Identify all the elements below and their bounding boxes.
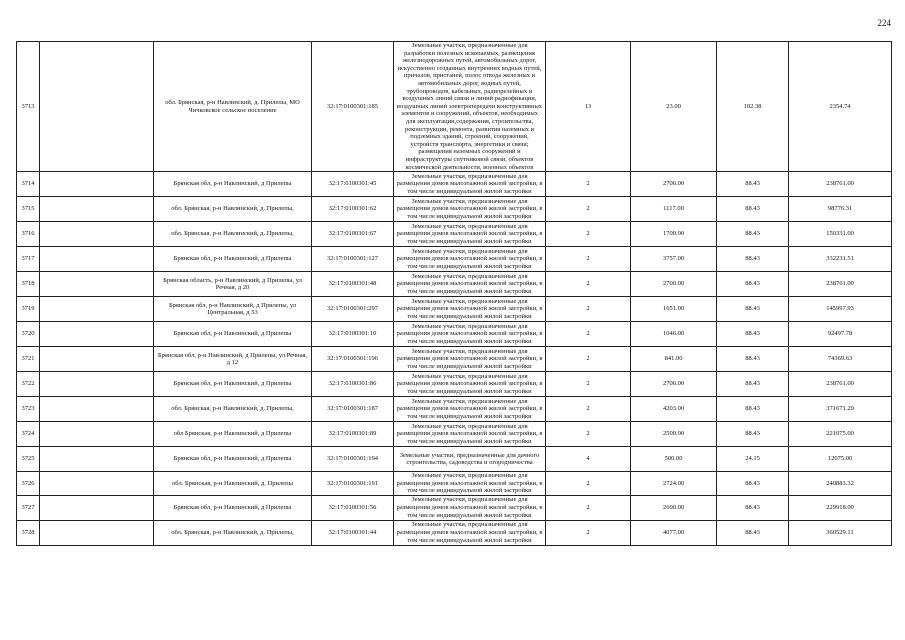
- specific-value-cell: 88.43: [717, 197, 789, 222]
- group-cell: 13: [546, 42, 631, 172]
- address-cell: Брянская обл, р-н Навлинский, д Прилепы: [154, 172, 312, 197]
- empty-cell: [40, 322, 154, 347]
- cadastral-number-cell: 32:17:0100301:62: [312, 197, 394, 222]
- cadastral-number-cell: 32:17:0100301:48: [312, 272, 394, 297]
- row-number-cell: 3726: [17, 472, 40, 496]
- cadastral-number-cell: 32:17:0100301:185: [312, 42, 394, 172]
- area-cell: 1651.00: [631, 297, 717, 322]
- group-cell: 2: [546, 347, 631, 372]
- specific-value-cell: 88.43: [717, 297, 789, 322]
- cadastral-value-cell: 238761.00: [789, 272, 892, 297]
- row-number-cell: 3725: [17, 447, 40, 472]
- address-cell: обл. Брянская, р-н Навлинский, д. Прилепы,: [154, 397, 312, 422]
- row-number-cell: 3716: [17, 222, 40, 247]
- area-cell: 2700.00: [631, 172, 717, 197]
- empty-cell: [40, 472, 154, 496]
- table-row: [17, 472, 892, 496]
- cadastral-value-cell: 2354.74: [789, 42, 892, 172]
- area-cell: 500.00: [631, 447, 717, 472]
- table-row: [17, 422, 892, 447]
- table-row: [17, 297, 892, 322]
- specific-value-cell: 88.43: [717, 247, 789, 272]
- area-cell: 3757.00: [631, 247, 717, 272]
- table-row: [17, 247, 892, 272]
- cadastral-number-cell: 32:17:0100301:127: [312, 247, 394, 272]
- cadastral-value-cell: 332231.51: [789, 247, 892, 272]
- row-number-cell: 3717: [17, 247, 40, 272]
- empty-cell: [40, 422, 154, 447]
- group-cell: 2: [546, 520, 631, 545]
- cadastral-number-cell: 32:17:0100301:67: [312, 222, 394, 247]
- area-cell: 1046.00: [631, 322, 717, 347]
- row-number-cell: 3714: [17, 172, 40, 197]
- specific-value-cell: 88.43: [717, 495, 789, 520]
- land-use-cell: Земельные участки, предназначенные для размещения домов малоэтажной жилой застройки, в том числе индивидуальной жилой застройки: [394, 495, 546, 520]
- cadastral-value-cell: 360529.11: [789, 520, 892, 545]
- cadastral-value-cell: 150331.00: [789, 222, 892, 247]
- cadastral-number-cell: 32:17:0100301:297: [312, 297, 394, 322]
- table-row: [17, 495, 892, 520]
- cadastral-value-cell: 221075.00: [789, 422, 892, 447]
- group-cell: 2: [546, 197, 631, 222]
- empty-cell: [40, 347, 154, 372]
- specific-value-cell: 88.43: [717, 272, 789, 297]
- cadastral-value-table: [16, 41, 892, 546]
- table-row: [17, 397, 892, 422]
- empty-cell: [40, 197, 154, 222]
- specific-value-cell: 24.15: [717, 447, 789, 472]
- land-use-cell: Земельные участки, предназначенные для размещения домов малоэтажной жилой застройки, в том числе индивидуальной жилой застройки: [394, 247, 546, 272]
- table-body: [17, 42, 892, 546]
- row-number-cell: 3715: [17, 197, 40, 222]
- land-use-cell: Земельные участки, предназначенные для размещения домов малоэтажной жилой застройки, в том числе индивидуальной жилой застройки: [394, 272, 546, 297]
- row-number-cell: 3721: [17, 347, 40, 372]
- table-row: [17, 172, 892, 197]
- group-cell: 2: [546, 397, 631, 422]
- area-cell: 2700.00: [631, 272, 717, 297]
- empty-cell: [40, 42, 154, 172]
- group-cell: 2: [546, 222, 631, 247]
- empty-cell: [40, 172, 154, 197]
- land-use-cell: Земельные участки, предназначенные для разработки полезных ископаемых, размещения железнодорожных путей, автомобильных дорог, искусственно созданных внутренних водных путей, причалов, пристаней, полос отвода железных и автомобильных дорог, водных путей, трубопроводов, кабельных, радиорелейных и воздушных линий связи и линий радиофикации, воздушных линий электропередачи конструктивных элементов и сооружений, объектов, необходимых для эксплуатации,содержания, строительства, реконструкции, ремонта, развития наземных и подземных зданий, строений, сооружений, устройств транспорта, энергетики и связи; размещения наземных сооружений и инфраструктуры спутниковой связи, объектов космической деятельности, военных объектов: [394, 42, 546, 172]
- area-cell: 2700.00: [631, 372, 717, 397]
- specific-value-cell: 88.43: [717, 222, 789, 247]
- specific-value-cell: 102.38: [717, 42, 789, 172]
- land-use-cell: Земельные участки, предназначенные для размещения домов малоэтажной жилой застройки, в том числе индивидуальной жилой застройки: [394, 297, 546, 322]
- empty-cell: [40, 272, 154, 297]
- group-cell: 2: [546, 422, 631, 447]
- group-cell: 2: [546, 472, 631, 496]
- address-cell: обл. Брянская, р-н Навлинский, д. Прилепы,: [154, 197, 312, 222]
- area-cell: 1700.00: [631, 222, 717, 247]
- cadastral-number-cell: 32:17:0100301:86: [312, 372, 394, 397]
- row-number-cell: 3727: [17, 495, 40, 520]
- cadastral-value-cell: 238761.00: [789, 172, 892, 197]
- cadastral-number-cell: 32:17:0100301:10: [312, 322, 394, 347]
- page-number: 224: [877, 18, 891, 28]
- address-cell: Брянская обл, р-н Навлинский, д Прилепы: [154, 322, 312, 347]
- cadastral-value-cell: 98776.31: [789, 197, 892, 222]
- table-row: [17, 520, 892, 545]
- empty-cell: [40, 247, 154, 272]
- cadastral-number-cell: 32:17:0100301:89: [312, 422, 394, 447]
- cadastral-number-cell: 32:17:0100301:194: [312, 447, 394, 472]
- table-row: [17, 447, 892, 472]
- address-cell: обл. Брянская, р-н Навлинский, д. Прилепы: [154, 472, 312, 496]
- land-use-cell: Земельные участки, предназначенные для размещения домов малоэтажной жилой застройки, в том числе индивидуальной жилой застройки: [394, 322, 546, 347]
- specific-value-cell: 88.43: [717, 422, 789, 447]
- land-use-cell: Земельные участки, предназначенные для размещения домов малоэтажной жилой застройки, в том числе индивидуальной жилой застройки: [394, 520, 546, 545]
- table-row: [17, 372, 892, 397]
- address-cell: обл. Брянская, р-н Навлинский, д. Прилепы,: [154, 222, 312, 247]
- area-cell: 841.00: [631, 347, 717, 372]
- land-use-cell: Земельные участки, предназначенные для размещения домов малоэтажной жилой застройки, в том числе индивидуальной жилой застройки: [394, 472, 546, 496]
- land-use-cell: Земельные участки, предназначенные для размещения домов малоэтажной жилой застройки, в том числе индивидуальной жилой застройки: [394, 197, 546, 222]
- group-cell: 2: [546, 172, 631, 197]
- cadastral-number-cell: 32:17:0100301:191: [312, 472, 394, 496]
- cadastral-value-cell: 229918.00: [789, 495, 892, 520]
- specific-value-cell: 88.43: [717, 322, 789, 347]
- group-cell: 2: [546, 495, 631, 520]
- area-cell: 2600.00: [631, 495, 717, 520]
- area-cell: 23.00: [631, 42, 717, 172]
- table-row: [17, 222, 892, 247]
- empty-cell: [40, 520, 154, 545]
- area-cell: 1117.00: [631, 197, 717, 222]
- empty-cell: [40, 447, 154, 472]
- area-cell: 4077.00: [631, 520, 717, 545]
- table-row: [17, 322, 892, 347]
- address-cell: Брянская обл, р-н Навлинский, д Прилепы: [154, 372, 312, 397]
- area-cell: 2500.00: [631, 422, 717, 447]
- specific-value-cell: 88.43: [717, 372, 789, 397]
- cadastral-value-cell: 145997.93: [789, 297, 892, 322]
- cadastral-number-cell: 32:17:0100301:56: [312, 495, 394, 520]
- empty-cell: [40, 397, 154, 422]
- address-cell: Брянская обл, р-н Навлинский, д Прилепы: [154, 447, 312, 472]
- group-cell: 2: [546, 297, 631, 322]
- empty-cell: [40, 222, 154, 247]
- address-cell: обл. Брянская, р-н Навлинский, д. Прилепы, МО Чичковское сельское поселение: [154, 42, 312, 172]
- table-row: [17, 42, 892, 172]
- group-cell: 4: [546, 447, 631, 472]
- address-cell: Брянская обл, р-н Навлинский, д Прилепы: [154, 247, 312, 272]
- specific-value-cell: 88.43: [717, 397, 789, 422]
- empty-cell: [40, 297, 154, 322]
- cadastral-value-cell: 74369.63: [789, 347, 892, 372]
- row-number-cell: 3723: [17, 397, 40, 422]
- cadastral-number-cell: 32:17:0100301:196: [312, 347, 394, 372]
- table-row: [17, 347, 892, 372]
- row-number-cell: 3713: [17, 42, 40, 172]
- table-row: [17, 272, 892, 297]
- address-cell: Брянская обл, р-н Навлинский, д Прилепы: [154, 495, 312, 520]
- cadastral-number-cell: 32:17:0100301:44: [312, 520, 394, 545]
- row-number-cell: 3724: [17, 422, 40, 447]
- specific-value-cell: 88.43: [717, 472, 789, 496]
- address-cell: обл. Брянская, р-н Навлинский, д. Прилепы,: [154, 520, 312, 545]
- land-use-cell: Земельные участки, предназначенные для размещения домов малоэтажной жилой застройки, в том числе индивидуальной жилой застройки: [394, 222, 546, 247]
- specific-value-cell: 88.43: [717, 347, 789, 372]
- land-use-cell: Земельные участки, предназначенные для размещения домов малоэтажной жилой застройки, в том числе индивидуальной жилой застройки: [394, 422, 546, 447]
- cadastral-number-cell: 32:17:0100301:187: [312, 397, 394, 422]
- row-number-cell: 3718: [17, 272, 40, 297]
- group-cell: 2: [546, 322, 631, 347]
- address-cell: обл Брянская, р-н Навлинский, д Прилепы: [154, 422, 312, 447]
- address-cell: Брянская обл, р-н Навлинский, д Прилепы, ул Речная, д 12: [154, 347, 312, 372]
- specific-value-cell: 88.43: [717, 172, 789, 197]
- group-cell: 2: [546, 372, 631, 397]
- land-use-cell: Земельные участки, предназначенные для размещения домов малоэтажной жилой застройки, в том числе индивидуальной жилой застройки: [394, 397, 546, 422]
- cadastral-value-cell: 371671.29: [789, 397, 892, 422]
- row-number-cell: 3719: [17, 297, 40, 322]
- row-number-cell: 3720: [17, 322, 40, 347]
- address-cell: Брянская область, р-н Навлинский, д Прилепы, ул Речная, д 20: [154, 272, 312, 297]
- land-use-cell: Земельные участки, предназначенные для размещения домов малоэтажной жилой застройки, в том числе индивидуальной жилой застройки: [394, 172, 546, 197]
- table-row: [17, 197, 892, 222]
- specific-value-cell: 88.43: [717, 520, 789, 545]
- group-cell: 2: [546, 272, 631, 297]
- cadastral-number-cell: 32:17:0100301:45: [312, 172, 394, 197]
- cadastral-value-cell: 240883.32: [789, 472, 892, 496]
- cadastral-value-cell: 12075.00: [789, 447, 892, 472]
- area-cell: 4203.00: [631, 397, 717, 422]
- land-use-cell: Земельные участки, предназначенные для размещения домов малоэтажной жилой застройки, в том числе индивидуальной жилой застройки: [394, 347, 546, 372]
- cadastral-value-cell: 238761.00: [789, 372, 892, 397]
- empty-cell: [40, 495, 154, 520]
- land-use-cell: Земельные участки, предназначенные для дачного строительства, садоводства и огородничества: [394, 447, 546, 472]
- empty-cell: [40, 372, 154, 397]
- row-number-cell: 3728: [17, 520, 40, 545]
- land-use-cell: Земельные участки, предназначенные для размещения домов малоэтажной жилой застройки, в том числе индивидуальной жилой застройки: [394, 372, 546, 397]
- group-cell: 2: [546, 247, 631, 272]
- cadastral-value-cell: 92497.78: [789, 322, 892, 347]
- address-cell: Брянская обл, р-н Навлинский, д Прилепы, ул Центральная, д 53: [154, 297, 312, 322]
- area-cell: 2724.00: [631, 472, 717, 496]
- row-number-cell: 3722: [17, 372, 40, 397]
